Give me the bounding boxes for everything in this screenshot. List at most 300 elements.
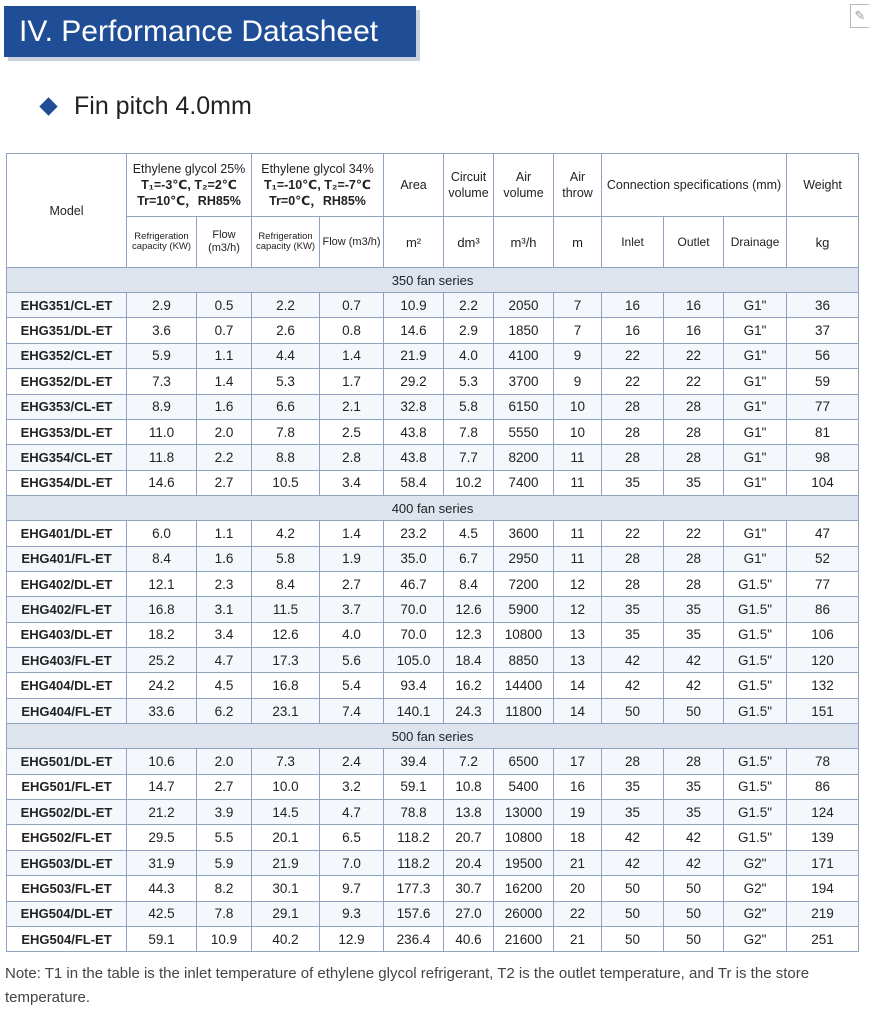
cell-flow-34: 0.7: [320, 293, 384, 318]
cell-flow-34: 0.8: [320, 318, 384, 343]
cell-refrig-34: 7.3: [252, 749, 320, 774]
cell-inlet: 35: [602, 774, 664, 799]
cell-air-throw: 7: [554, 318, 602, 343]
cell-drainage: G1": [724, 343, 787, 368]
cell-air-volume: 19500: [494, 850, 554, 875]
glycol-25-cond1: T₁=-3℃, T₂=2℃: [141, 178, 237, 192]
cell-air-volume: 4100: [494, 343, 554, 368]
cell-area: 43.8: [384, 445, 444, 470]
cell-circuit-volume: 6.7: [444, 546, 494, 571]
table-row: [7, 698, 859, 723]
cell-flow-25: 2.7: [197, 774, 252, 799]
cell-drainage: G1.5": [724, 648, 787, 673]
subtitle-text: Fin pitch 4.0mm: [74, 92, 252, 120]
cell-circuit-volume: 7.8: [444, 419, 494, 444]
cell-flow-34: 9.3: [320, 901, 384, 926]
subheader-flow-34: Flow (m3/h): [320, 217, 384, 268]
header-connection: Connection specifications (mm): [602, 154, 787, 217]
cell-refrig-34: 7.8: [252, 419, 320, 444]
unit-air: m³/h: [494, 217, 554, 268]
cell-outlet: 50: [664, 876, 724, 901]
cell-outlet: 42: [664, 648, 724, 673]
cell-air-volume: 11800: [494, 698, 554, 723]
cell-drainage: G1": [724, 521, 787, 546]
cell-circuit-volume: 5.8: [444, 394, 494, 419]
header-weight: Weight: [787, 154, 859, 217]
cell-refrig-25: 7.3: [127, 369, 197, 394]
table-row: [7, 546, 859, 571]
cell-inlet: 22: [602, 343, 664, 368]
cell-refrig-25: 11.0: [127, 419, 197, 444]
cell-model: EHG403/DL-ET: [7, 622, 127, 647]
cell-area: 14.6: [384, 318, 444, 343]
cell-inlet: 28: [602, 749, 664, 774]
cell-air-throw: 21: [554, 926, 602, 951]
cell-flow-34: 2.4: [320, 749, 384, 774]
cell-inlet: 28: [602, 546, 664, 571]
cell-circuit-volume: 10.8: [444, 774, 494, 799]
cell-outlet: 22: [664, 521, 724, 546]
cell-inlet: 50: [602, 901, 664, 926]
cell-model: EHG354/CL-ET: [7, 445, 127, 470]
cell-refrig-34: 12.6: [252, 622, 320, 647]
table-row: [7, 926, 859, 951]
cell-drainage: G1.5": [724, 622, 787, 647]
cell-model: EHG503/DL-ET: [7, 850, 127, 875]
cell-outlet: 42: [664, 850, 724, 875]
cell-refrig-34: 10.0: [252, 774, 320, 799]
cell-air-throw: 13: [554, 648, 602, 673]
page-title: IV. Performance Datasheet: [4, 6, 416, 57]
cell-weight: 47: [787, 521, 859, 546]
glycol-25-cond2: Tr=10℃，RH85%: [137, 194, 241, 208]
cell-outlet: 35: [664, 470, 724, 495]
cell-refrig-34: 5.3: [252, 369, 320, 394]
cell-area: 236.4: [384, 926, 444, 951]
cell-flow-34: 9.7: [320, 876, 384, 901]
cell-weight: 36: [787, 293, 859, 318]
cell-flow-34: 2.5: [320, 419, 384, 444]
cell-area: 78.8: [384, 800, 444, 825]
cell-model: EHG401/FL-ET: [7, 546, 127, 571]
cell-flow-25: 0.5: [197, 293, 252, 318]
table-row: [7, 521, 859, 546]
cell-drainage: G1": [724, 318, 787, 343]
cell-drainage: G1.5": [724, 749, 787, 774]
cell-area: 118.2: [384, 850, 444, 875]
cell-refrig-34: 5.8: [252, 546, 320, 571]
cell-refrig-34: 2.6: [252, 318, 320, 343]
cell-refrig-34: 4.2: [252, 521, 320, 546]
diamond-bullet-icon: [39, 97, 57, 115]
cell-area: 140.1: [384, 698, 444, 723]
series-row: [7, 496, 859, 521]
cell-model: EHG504/DL-ET: [7, 901, 127, 926]
glycol-34-name: Ethylene glycol 34%: [261, 162, 374, 176]
cell-inlet: 28: [602, 394, 664, 419]
header-glycol-34: [252, 154, 384, 217]
cell-circuit-volume: 5.3: [444, 369, 494, 394]
cell-model: EHG351/DL-ET: [7, 318, 127, 343]
cell-air-volume: 8850: [494, 648, 554, 673]
table-row: [7, 470, 859, 495]
cell-air-throw: 11: [554, 445, 602, 470]
cell-refrig-25: 25.2: [127, 648, 197, 673]
subheader-flow-25: Flow (m3/h): [197, 217, 252, 268]
cell-model: EHG403/FL-ET: [7, 648, 127, 673]
cell-model: EHG501/DL-ET: [7, 749, 127, 774]
cell-weight: 78: [787, 749, 859, 774]
cell-circuit-volume: 24.3: [444, 698, 494, 723]
cell-drainage: G2": [724, 901, 787, 926]
cell-air-throw: 9: [554, 369, 602, 394]
header-air-throw: Air throw: [554, 154, 602, 217]
cell-circuit-volume: 40.6: [444, 926, 494, 951]
cell-refrig-25: 29.5: [127, 825, 197, 850]
cell-weight: 86: [787, 597, 859, 622]
cell-refrig-25: 33.6: [127, 698, 197, 723]
cell-flow-25: 3.4: [197, 622, 252, 647]
cell-flow-25: 2.7: [197, 470, 252, 495]
cell-flow-25: 1.1: [197, 521, 252, 546]
table-body: [7, 268, 859, 952]
cell-model: EHG501/FL-ET: [7, 774, 127, 799]
cell-refrig-25: 14.7: [127, 774, 197, 799]
cell-area: 177.3: [384, 876, 444, 901]
cell-inlet: 35: [602, 622, 664, 647]
table-row: [7, 394, 859, 419]
table-row: [7, 343, 859, 368]
cell-model: EHG502/FL-ET: [7, 825, 127, 850]
cell-air-volume: 1850: [494, 318, 554, 343]
cell-drainage: G2": [724, 926, 787, 951]
cell-air-volume: 14400: [494, 673, 554, 698]
table-row: [7, 850, 859, 875]
cell-outlet: 42: [664, 673, 724, 698]
glycol-25-name: Ethylene glycol 25%: [132, 162, 246, 176]
cell-drainage: G1.5": [724, 698, 787, 723]
table-row: [7, 622, 859, 647]
unit-circuit: dm³: [444, 217, 494, 268]
cell-refrig-25: 18.2: [127, 622, 197, 647]
cell-model: EHG402/FL-ET: [7, 597, 127, 622]
cell-flow-25: 1.1: [197, 343, 252, 368]
cell-refrig-25: 8.9: [127, 394, 197, 419]
cell-refrig-34: 14.5: [252, 800, 320, 825]
cell-circuit-volume: 13.8: [444, 800, 494, 825]
cell-model: EHG351/CL-ET: [7, 293, 127, 318]
table-row: [7, 445, 859, 470]
cell-weight: 56: [787, 343, 859, 368]
cell-air-volume: 3700: [494, 369, 554, 394]
cell-circuit-volume: 20.7: [444, 825, 494, 850]
cell-weight: 81: [787, 419, 859, 444]
cell-flow-25: 5.9: [197, 850, 252, 875]
subheader-refrig-25: Refrigeration capacity (KW): [127, 217, 197, 268]
cell-flow-25: 2.0: [197, 419, 252, 444]
cell-area: 35.0: [384, 546, 444, 571]
header-model: Model: [7, 154, 127, 268]
cell-circuit-volume: 12.3: [444, 622, 494, 647]
cell-inlet: 42: [602, 673, 664, 698]
cell-air-throw: 11: [554, 546, 602, 571]
cell-area: 105.0: [384, 648, 444, 673]
cell-circuit-volume: 12.6: [444, 597, 494, 622]
cell-flow-25: 2.0: [197, 749, 252, 774]
cell-model: EHG353/CL-ET: [7, 394, 127, 419]
cell-flow-25: 1.6: [197, 546, 252, 571]
cell-air-volume: 13000: [494, 800, 554, 825]
cell-air-volume: 10800: [494, 825, 554, 850]
cell-flow-34: 3.2: [320, 774, 384, 799]
cell-refrig-34: 17.3: [252, 648, 320, 673]
cell-outlet: 35: [664, 774, 724, 799]
cell-flow-34: 5.4: [320, 673, 384, 698]
table-row: [7, 318, 859, 343]
cell-circuit-volume: 7.2: [444, 749, 494, 774]
cell-inlet: 50: [602, 876, 664, 901]
cell-refrig-25: 31.9: [127, 850, 197, 875]
cell-model: EHG402/DL-ET: [7, 571, 127, 596]
cell-drainage: G1.5": [724, 774, 787, 799]
cell-weight: 86: [787, 774, 859, 799]
cell-area: 58.4: [384, 470, 444, 495]
cell-circuit-volume: 30.7: [444, 876, 494, 901]
series-label: 400 fan series: [7, 496, 859, 521]
cell-refrig-34: 16.8: [252, 673, 320, 698]
cell-flow-25: 10.9: [197, 926, 252, 951]
cell-inlet: 28: [602, 419, 664, 444]
cell-flow-34: 2.7: [320, 571, 384, 596]
cell-weight: 120: [787, 648, 859, 673]
cell-drainage: G1": [724, 419, 787, 444]
cell-weight: 59: [787, 369, 859, 394]
cell-refrig-25: 59.1: [127, 926, 197, 951]
cell-outlet: 28: [664, 445, 724, 470]
cell-inlet: 16: [602, 318, 664, 343]
table-row: [7, 774, 859, 799]
unit-weight: kg: [787, 217, 859, 268]
header-glycol-25: [127, 154, 252, 217]
performance-table: [6, 153, 859, 952]
table-row: [7, 369, 859, 394]
cell-refrig-34: 2.2: [252, 293, 320, 318]
cell-area: 21.9: [384, 343, 444, 368]
cell-refrig-34: 23.1: [252, 698, 320, 723]
cell-weight: 171: [787, 850, 859, 875]
cell-flow-34: 3.4: [320, 470, 384, 495]
cell-flow-25: 1.6: [197, 394, 252, 419]
cell-inlet: 35: [602, 800, 664, 825]
table-row: [7, 571, 859, 596]
cell-drainage: G1.5": [724, 673, 787, 698]
cell-outlet: 28: [664, 394, 724, 419]
cell-refrig-34: 10.5: [252, 470, 320, 495]
cell-circuit-volume: 16.2: [444, 673, 494, 698]
cell-model: EHG502/DL-ET: [7, 800, 127, 825]
cell-drainage: G1.5": [724, 800, 787, 825]
cell-model: EHG352/DL-ET: [7, 369, 127, 394]
cell-outlet: 16: [664, 293, 724, 318]
cell-air-throw: 14: [554, 673, 602, 698]
cell-refrig-25: 12.1: [127, 571, 197, 596]
series-row: [7, 268, 859, 293]
cell-area: 70.0: [384, 622, 444, 647]
cell-inlet: 42: [602, 648, 664, 673]
cell-weight: 124: [787, 800, 859, 825]
cell-area: 43.8: [384, 419, 444, 444]
cell-refrig-25: 21.2: [127, 800, 197, 825]
cell-flow-34: 7.4: [320, 698, 384, 723]
cell-weight: 52: [787, 546, 859, 571]
cell-flow-34: 1.9: [320, 546, 384, 571]
cell-area: 70.0: [384, 597, 444, 622]
subheader-outlet: Outlet: [664, 217, 724, 268]
subheader-refrig-34: Refrigeration capacity (KW): [252, 217, 320, 268]
cell-drainage: G1": [724, 546, 787, 571]
cell-inlet: 28: [602, 571, 664, 596]
cell-air-throw: 10: [554, 394, 602, 419]
cell-weight: 98: [787, 445, 859, 470]
cell-outlet: 35: [664, 597, 724, 622]
cell-model: EHG353/DL-ET: [7, 419, 127, 444]
cell-air-volume: 3600: [494, 521, 554, 546]
cell-refrig-34: 20.1: [252, 825, 320, 850]
cell-circuit-volume: 7.7: [444, 445, 494, 470]
cell-weight: 132: [787, 673, 859, 698]
table-row: [7, 825, 859, 850]
cell-outlet: 28: [664, 749, 724, 774]
cell-circuit-volume: 27.0: [444, 901, 494, 926]
cell-refrig-34: 21.9: [252, 850, 320, 875]
header-air-volume: Air volume: [494, 154, 554, 217]
section-subtitle: [42, 92, 252, 121]
cell-area: 39.4: [384, 749, 444, 774]
table-row: [7, 419, 859, 444]
cell-area: 46.7: [384, 571, 444, 596]
cell-refrig-25: 42.5: [127, 901, 197, 926]
table-row: [7, 673, 859, 698]
cell-outlet: 35: [664, 622, 724, 647]
cell-inlet: 42: [602, 850, 664, 875]
cell-inlet: 50: [602, 698, 664, 723]
cell-flow-34: 1.7: [320, 369, 384, 394]
cell-flow-25: 6.2: [197, 698, 252, 723]
cell-circuit-volume: 4.5: [444, 521, 494, 546]
cell-air-volume: 2050: [494, 293, 554, 318]
cell-inlet: 35: [602, 597, 664, 622]
cell-flow-25: 5.5: [197, 825, 252, 850]
cell-circuit-volume: 10.2: [444, 470, 494, 495]
cell-flow-34: 1.4: [320, 343, 384, 368]
cell-refrig-25: 5.9: [127, 343, 197, 368]
cell-air-throw: 17: [554, 749, 602, 774]
cell-air-volume: 8200: [494, 445, 554, 470]
cell-inlet: 22: [602, 369, 664, 394]
cell-drainage: G1.5": [724, 825, 787, 850]
cell-drainage: G1.5": [724, 597, 787, 622]
subheader-inlet: Inlet: [602, 217, 664, 268]
cell-model: EHG404/FL-ET: [7, 698, 127, 723]
cell-air-throw: 22: [554, 901, 602, 926]
cell-area: 93.4: [384, 673, 444, 698]
cell-weight: 104: [787, 470, 859, 495]
cell-air-volume: 16200: [494, 876, 554, 901]
table-row: [7, 597, 859, 622]
cell-model: EHG354/DL-ET: [7, 470, 127, 495]
cell-inlet: 50: [602, 926, 664, 951]
table-row: [7, 749, 859, 774]
header-area: Area: [384, 154, 444, 217]
cell-air-throw: 14: [554, 698, 602, 723]
cell-flow-25: 3.1: [197, 597, 252, 622]
series-label: 500 fan series: [7, 724, 859, 749]
cell-inlet: 28: [602, 445, 664, 470]
cell-flow-34: 12.9: [320, 926, 384, 951]
cell-refrig-25: 10.6: [127, 749, 197, 774]
pencil-icon[interactable]: ✎: [850, 4, 869, 28]
table-row: [7, 293, 859, 318]
cell-drainage: G1": [724, 394, 787, 419]
cell-outlet: 22: [664, 369, 724, 394]
cell-outlet: 42: [664, 825, 724, 850]
cell-weight: 106: [787, 622, 859, 647]
subheader-drainage: Drainage: [724, 217, 787, 268]
cell-weight: 139: [787, 825, 859, 850]
cell-model: EHG401/DL-ET: [7, 521, 127, 546]
cell-air-throw: 10: [554, 419, 602, 444]
cell-weight: 251: [787, 926, 859, 951]
cell-flow-25: 1.4: [197, 369, 252, 394]
cell-flow-34: 3.7: [320, 597, 384, 622]
cell-air-throw: 7: [554, 293, 602, 318]
cell-model: EHG404/DL-ET: [7, 673, 127, 698]
cell-inlet: 35: [602, 470, 664, 495]
cell-flow-25: 4.7: [197, 648, 252, 673]
cell-drainage: G1": [724, 293, 787, 318]
table-row: [7, 901, 859, 926]
cell-weight: 219: [787, 901, 859, 926]
cell-flow-25: 3.9: [197, 800, 252, 825]
cell-area: 23.2: [384, 521, 444, 546]
cell-flow-34: 4.0: [320, 622, 384, 647]
cell-refrig-34: 8.8: [252, 445, 320, 470]
cell-refrig-34: 4.4: [252, 343, 320, 368]
cell-air-throw: 18: [554, 825, 602, 850]
table-row: [7, 800, 859, 825]
cell-refrig-34: 30.1: [252, 876, 320, 901]
cell-flow-34: 4.7: [320, 800, 384, 825]
series-row: [7, 724, 859, 749]
cell-inlet: 42: [602, 825, 664, 850]
cell-flow-25: 2.3: [197, 571, 252, 596]
cell-flow-34: 5.6: [320, 648, 384, 673]
cell-drainage: G1": [724, 445, 787, 470]
cell-flow-25: 7.8: [197, 901, 252, 926]
cell-flow-34: 2.8: [320, 445, 384, 470]
cell-outlet: 28: [664, 571, 724, 596]
cell-refrig-25: 6.0: [127, 521, 197, 546]
cell-flow-34: 7.0: [320, 850, 384, 875]
cell-weight: 194: [787, 876, 859, 901]
cell-air-throw: 19: [554, 800, 602, 825]
cell-air-volume: 26000: [494, 901, 554, 926]
cell-circuit-volume: 2.2: [444, 293, 494, 318]
cell-flow-34: 6.5: [320, 825, 384, 850]
cell-air-volume: 6150: [494, 394, 554, 419]
unit-throw: m: [554, 217, 602, 268]
cell-air-volume: 6500: [494, 749, 554, 774]
